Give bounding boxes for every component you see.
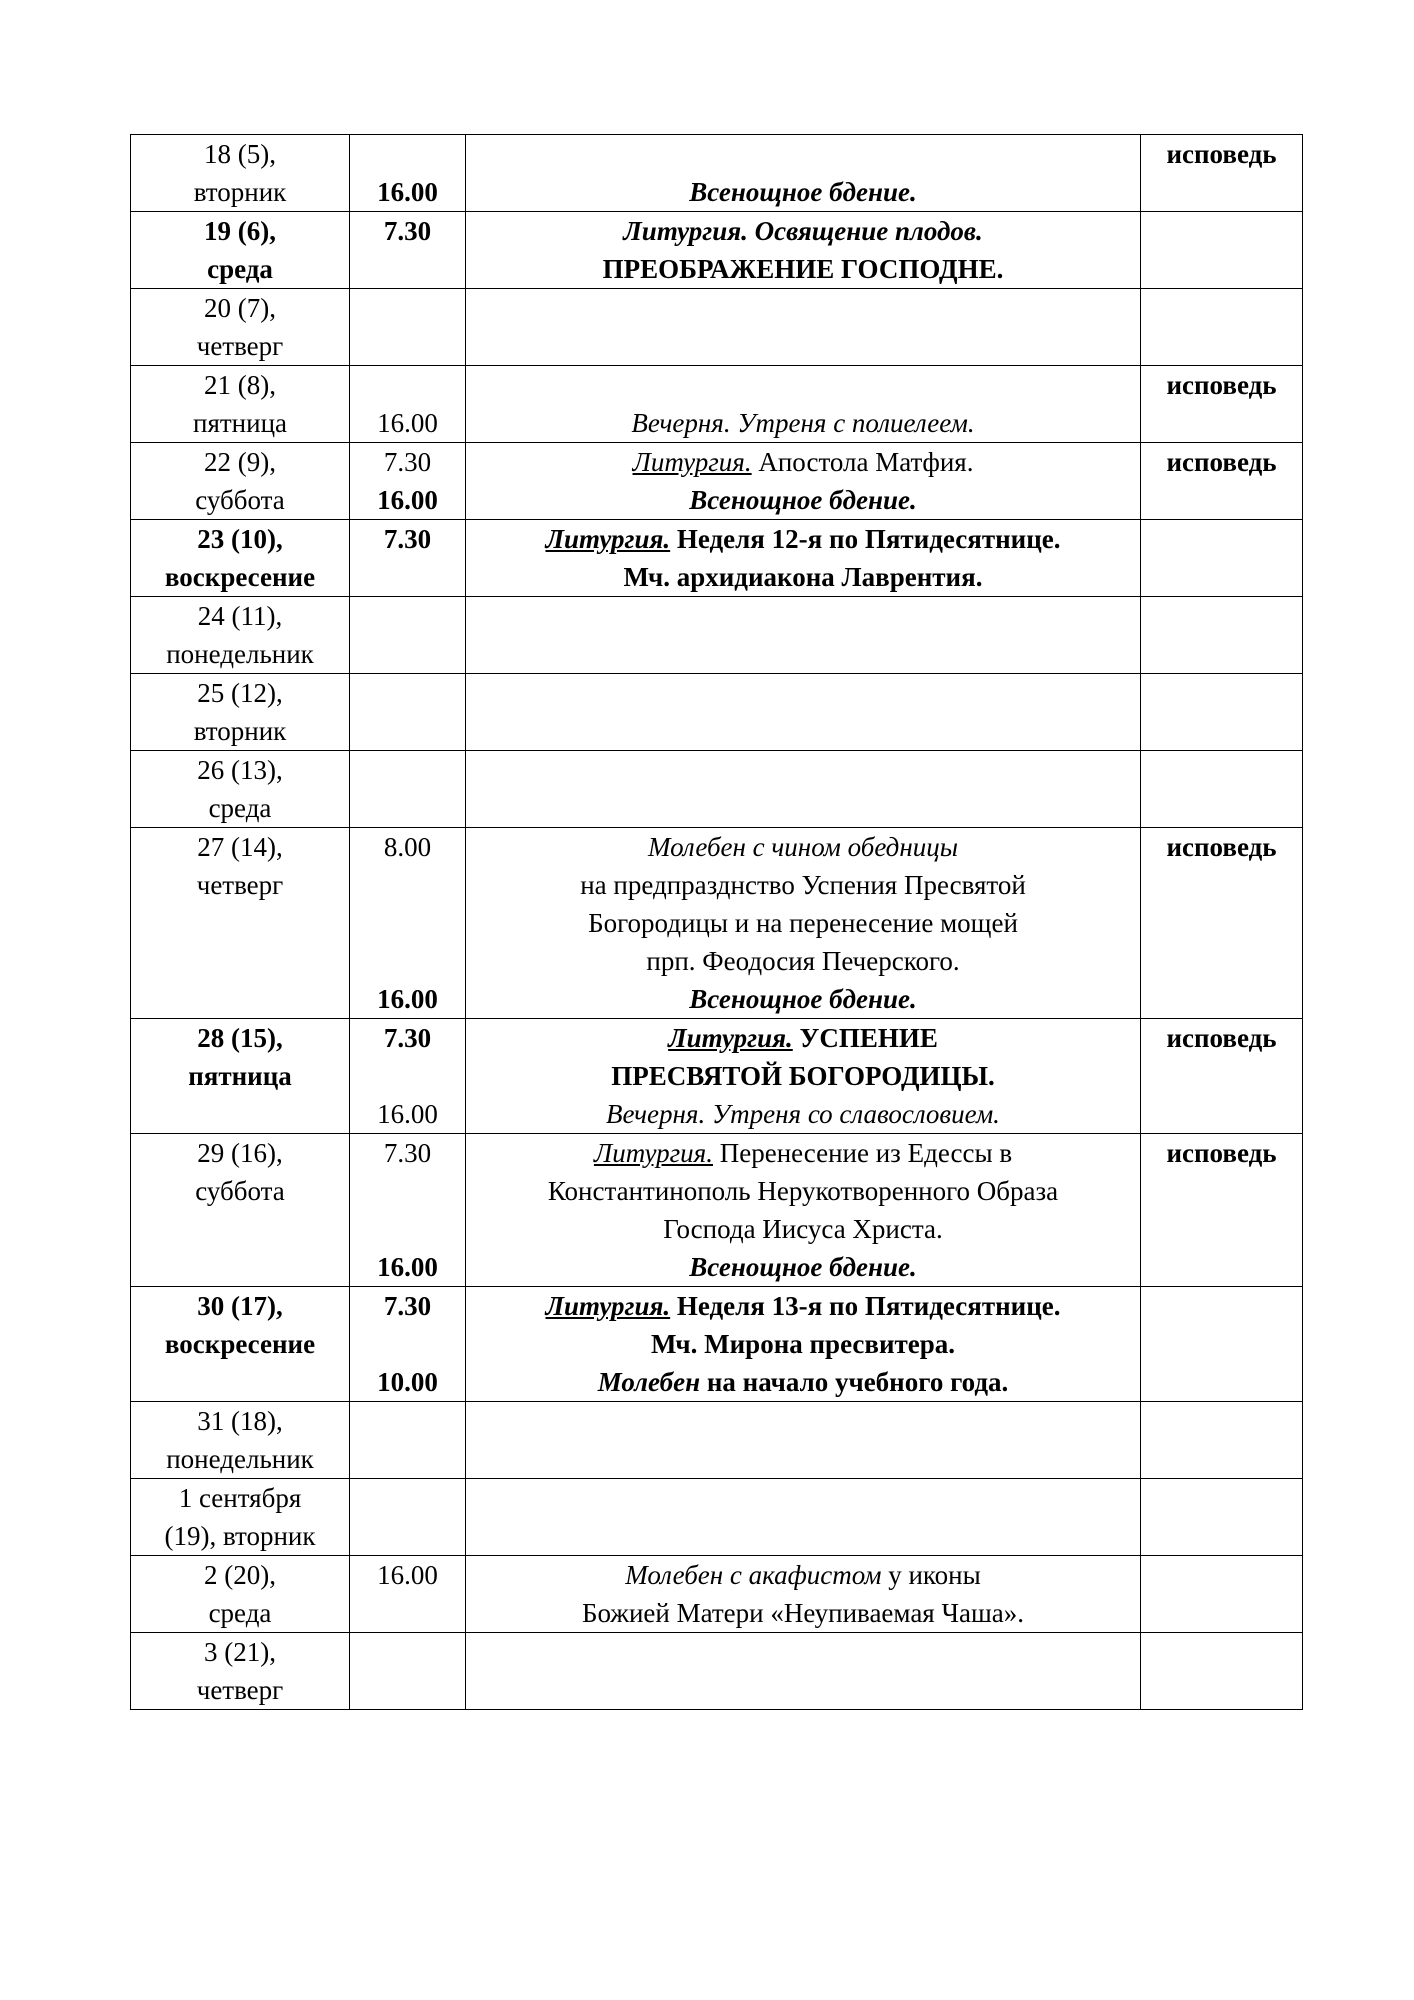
service-line	[470, 1287, 1136, 1325]
text-segment: 16.00	[377, 408, 438, 438]
confession-cell	[1141, 1402, 1303, 1479]
date-line: суббота	[195, 485, 285, 515]
confession-cell	[1141, 597, 1303, 674]
service-cell	[466, 1633, 1141, 1710]
date-cell	[131, 212, 350, 289]
time-line	[354, 520, 461, 558]
time-line	[354, 1248, 461, 1286]
service-line	[470, 1210, 1136, 1248]
time-line	[354, 558, 461, 596]
time-line	[354, 1210, 461, 1248]
text-segment: Молебен	[597, 1367, 701, 1397]
time-line	[354, 828, 461, 866]
service-line	[470, 558, 1136, 596]
schedule-table	[130, 134, 1303, 1710]
text-segment: Неделя 12-я по Пятидесятнице.	[670, 524, 1061, 554]
time-cell	[350, 1479, 466, 1556]
time-line	[354, 1134, 461, 1172]
schedule-row	[131, 1556, 1303, 1633]
confession-label: исповедь	[1166, 832, 1277, 862]
time-cell	[350, 751, 466, 828]
service-cell	[466, 135, 1141, 212]
date-line: понедельник	[166, 639, 314, 669]
service-line	[470, 1134, 1136, 1172]
text-segment: Господа Иисуса Христа.	[663, 1214, 943, 1244]
date-cell	[131, 1134, 350, 1287]
schedule-row	[131, 597, 1303, 674]
time-line	[354, 866, 461, 904]
date-line: 20 (7),	[204, 293, 276, 323]
date-line: 2 (20),	[204, 1560, 276, 1590]
time-cell	[350, 443, 466, 520]
service-line	[470, 1556, 1136, 1594]
text-segment: Богородицы и на перенесение мощей	[588, 908, 1018, 938]
text-segment: 10.00	[377, 1367, 438, 1397]
text-segment: Всенощное бдение.	[689, 984, 917, 1014]
text-segment: 7.30	[383, 447, 432, 477]
text-segment: 7.30	[383, 524, 432, 554]
time-line	[354, 1325, 461, 1363]
date-line: 31 (18),	[197, 1406, 283, 1436]
text-segment: 16.00	[377, 485, 438, 515]
time-cell	[350, 597, 466, 674]
confession-label: исповедь	[1166, 447, 1277, 477]
schedule-row	[131, 520, 1303, 597]
time-line	[354, 404, 461, 442]
confession-cell	[1141, 1479, 1303, 1556]
text-segment: Литургия.	[593, 1138, 713, 1168]
date-cell	[131, 366, 350, 443]
service-line	[470, 404, 1136, 442]
time-line	[354, 1556, 461, 1594]
schedule-row	[131, 1402, 1303, 1479]
text-segment: Молебен с чином обедницы	[647, 832, 959, 862]
date-line: вторник	[193, 716, 287, 746]
text-segment: 7.30	[383, 1138, 432, 1168]
service-line	[470, 1363, 1136, 1401]
text-segment: Константинополь Нерукотворенного Образа	[547, 1176, 1059, 1206]
service-line	[470, 173, 1136, 211]
confession-cell	[1141, 1019, 1303, 1134]
text-segment: Апостола Матфия.	[751, 447, 974, 477]
service-cell	[466, 212, 1141, 289]
confession-cell	[1141, 520, 1303, 597]
schedule-row	[131, 212, 1303, 289]
date-line: 30 (17),	[197, 1291, 283, 1321]
service-line	[470, 1594, 1136, 1632]
service-line	[470, 980, 1136, 1018]
confession-cell	[1141, 751, 1303, 828]
date-line: четверг	[196, 1675, 284, 1705]
confession-cell	[1141, 443, 1303, 520]
text-segment: 7.30	[383, 1291, 432, 1321]
date-cell	[131, 751, 350, 828]
date-cell	[131, 597, 350, 674]
date-cell	[131, 1019, 350, 1134]
time-line	[354, 443, 461, 481]
time-line	[354, 942, 461, 980]
date-line: воскресение	[164, 1329, 316, 1359]
text-segment: 16.00	[377, 177, 438, 207]
date-line: среда	[208, 1598, 272, 1628]
text-segment: Литургия.	[545, 1291, 671, 1321]
service-line	[470, 250, 1136, 288]
date-line: 22 (9),	[204, 447, 276, 477]
schedule-row	[131, 674, 1303, 751]
schedule-row	[131, 443, 1303, 520]
confession-label: исповедь	[1166, 139, 1277, 169]
time-line	[354, 481, 461, 519]
service-cell	[466, 443, 1141, 520]
service-cell	[466, 674, 1141, 751]
text-segment: прп. Феодосия Печерского.	[646, 946, 960, 976]
service-line	[470, 942, 1136, 980]
date-line: (19), вторник	[164, 1521, 316, 1551]
time-line	[354, 366, 461, 404]
confession-cell	[1141, 674, 1303, 751]
date-line: среда	[208, 793, 272, 823]
time-cell	[350, 289, 466, 366]
date-line: пятница	[193, 408, 287, 438]
time-line	[354, 1095, 461, 1133]
text-segment: 16.00	[377, 1099, 438, 1129]
text-segment: Божией Матери «Неупиваемая Чаша».	[581, 1598, 1025, 1628]
service-cell	[466, 366, 1141, 443]
text-segment: Перенесение из Едессы в	[712, 1138, 1013, 1168]
service-line	[470, 366, 1136, 404]
time-cell	[350, 1287, 466, 1402]
service-line	[470, 481, 1136, 519]
text-segment: ПРЕСВЯТОЙ БОГОРОДИЦЫ.	[611, 1061, 995, 1091]
date-cell	[131, 289, 350, 366]
service-line	[470, 1248, 1136, 1286]
time-cell	[350, 1019, 466, 1134]
text-segment: Вечерня. Утреня со славословием.	[606, 1099, 1000, 1129]
confession-cell	[1141, 1556, 1303, 1633]
date-line: четверг	[196, 331, 284, 361]
service-line	[470, 1325, 1136, 1363]
service-line	[470, 1095, 1136, 1133]
text-segment: 7.30	[383, 1023, 432, 1053]
time-cell	[350, 135, 466, 212]
time-line	[354, 173, 461, 211]
text-segment: 16.00	[377, 1252, 438, 1282]
schedule-row	[131, 751, 1303, 828]
schedule-row	[131, 289, 1303, 366]
text-segment: Литургия.	[545, 524, 671, 554]
service-line	[470, 212, 1136, 250]
text-segment: Вечерня. Утреня с полиелеем.	[631, 408, 975, 438]
schedule-row	[131, 366, 1303, 443]
time-line	[354, 904, 461, 942]
date-line: суббота	[195, 1176, 285, 1206]
service-line	[470, 1057, 1136, 1095]
date-line: четверг	[196, 870, 284, 900]
text-segment: на начало учебного года.	[700, 1367, 1009, 1397]
service-cell	[466, 751, 1141, 828]
time-cell	[350, 366, 466, 443]
time-cell	[350, 674, 466, 751]
schedule-row	[131, 1019, 1303, 1134]
time-line	[354, 1363, 461, 1401]
service-cell	[466, 1556, 1141, 1633]
service-cell	[466, 1402, 1141, 1479]
date-cell	[131, 135, 350, 212]
time-cell	[350, 828, 466, 1019]
date-line: 18 (5),	[204, 139, 276, 169]
confession-cell	[1141, 212, 1303, 289]
text-segment: 7.30	[383, 216, 432, 246]
service-line	[470, 1172, 1136, 1210]
text-segment: Мч. архидиакона Лаврентия.	[623, 562, 983, 592]
service-line	[470, 828, 1136, 866]
text-segment: УСПЕНИЕ	[792, 1023, 938, 1053]
text-segment: Мч. Мирона пресвитера.	[650, 1329, 956, 1359]
date-cell	[131, 1287, 350, 1402]
date-cell	[131, 1479, 350, 1556]
text-segment: на предпразднство Успения Пресвятой	[580, 870, 1026, 900]
schedule-row	[131, 135, 1303, 212]
text-segment: 8.00	[383, 832, 432, 862]
text-segment: Молебен с акафистом	[625, 1560, 882, 1590]
time-cell	[350, 1633, 466, 1710]
confession-cell	[1141, 1134, 1303, 1287]
schedule-row	[131, 1134, 1303, 1287]
text-segment: ПРЕОБРАЖЕНИЕ ГОСПОДНЕ.	[602, 254, 1004, 284]
time-line	[354, 250, 461, 288]
text-segment: Всенощное бдение.	[689, 485, 917, 515]
service-line	[470, 135, 1136, 173]
date-line: среда	[207, 254, 273, 284]
date-line: 28 (15),	[197, 1023, 283, 1053]
date-line: 23 (10),	[197, 524, 283, 554]
date-cell	[131, 674, 350, 751]
service-cell	[466, 289, 1141, 366]
date-line: 3 (21),	[204, 1637, 276, 1667]
time-line	[354, 212, 461, 250]
date-line: 19 (6),	[204, 216, 276, 246]
confession-cell	[1141, 1633, 1303, 1710]
date-cell	[131, 520, 350, 597]
date-cell	[131, 1556, 350, 1633]
date-line: 26 (13),	[197, 755, 283, 785]
schedule-body	[131, 135, 1303, 1710]
confession-cell	[1141, 135, 1303, 212]
schedule-row	[131, 828, 1303, 1019]
service-cell	[466, 520, 1141, 597]
date-line: 1 сентября	[178, 1483, 302, 1513]
time-line	[354, 1057, 461, 1095]
time-line	[354, 1594, 461, 1632]
date-line: 25 (12),	[197, 678, 283, 708]
time-cell	[350, 1134, 466, 1287]
time-cell	[350, 1402, 466, 1479]
service-cell	[466, 828, 1141, 1019]
time-cell	[350, 1556, 466, 1633]
confession-cell	[1141, 1287, 1303, 1402]
text-segment: Всенощное бдение.	[689, 177, 917, 207]
schedule-row	[131, 1633, 1303, 1710]
time-line	[354, 980, 461, 1018]
confession-label: исповедь	[1166, 370, 1277, 400]
confession-cell	[1141, 828, 1303, 1019]
schedule-row	[131, 1287, 1303, 1402]
date-line: воскресение	[164, 562, 316, 592]
text-segment: у иконы	[881, 1560, 981, 1590]
service-line	[470, 443, 1136, 481]
date-cell	[131, 1633, 350, 1710]
confession-label: исповедь	[1166, 1023, 1277, 1053]
service-line	[470, 520, 1136, 558]
time-line	[354, 1019, 461, 1057]
service-cell	[466, 1019, 1141, 1134]
service-line	[470, 904, 1136, 942]
date-cell	[131, 443, 350, 520]
text-segment: Литургия.	[632, 447, 752, 477]
schedule-row	[131, 1479, 1303, 1556]
text-segment: Литургия.	[668, 1023, 793, 1053]
date-line: пятница	[188, 1061, 292, 1091]
service-cell	[466, 1479, 1141, 1556]
date-line: 27 (14),	[197, 832, 283, 862]
text-segment: Неделя 13-я по Пятидесятнице.	[670, 1291, 1061, 1321]
date-line: понедельник	[166, 1444, 314, 1474]
time-line	[354, 1172, 461, 1210]
text-segment: 16.00	[377, 984, 438, 1014]
date-line: вторник	[193, 177, 287, 207]
service-cell	[466, 597, 1141, 674]
text-segment: Всенощное бдение.	[689, 1252, 917, 1282]
service-cell	[466, 1287, 1141, 1402]
service-line	[470, 1019, 1136, 1057]
date-line: 21 (8),	[204, 370, 276, 400]
text-segment: 16.00	[377, 1560, 438, 1590]
time-line	[354, 1287, 461, 1325]
date-cell	[131, 1402, 350, 1479]
date-cell	[131, 828, 350, 1019]
confession-cell	[1141, 366, 1303, 443]
time-line	[354, 135, 461, 173]
date-line: 24 (11),	[197, 601, 283, 631]
service-cell	[466, 1134, 1141, 1287]
confession-label: исповедь	[1166, 1138, 1277, 1168]
time-cell	[350, 520, 466, 597]
service-line	[470, 866, 1136, 904]
text-segment: Литургия. Освящение плодов.	[623, 216, 983, 246]
time-cell	[350, 212, 466, 289]
date-line: 29 (16),	[197, 1138, 283, 1168]
confession-cell	[1141, 289, 1303, 366]
